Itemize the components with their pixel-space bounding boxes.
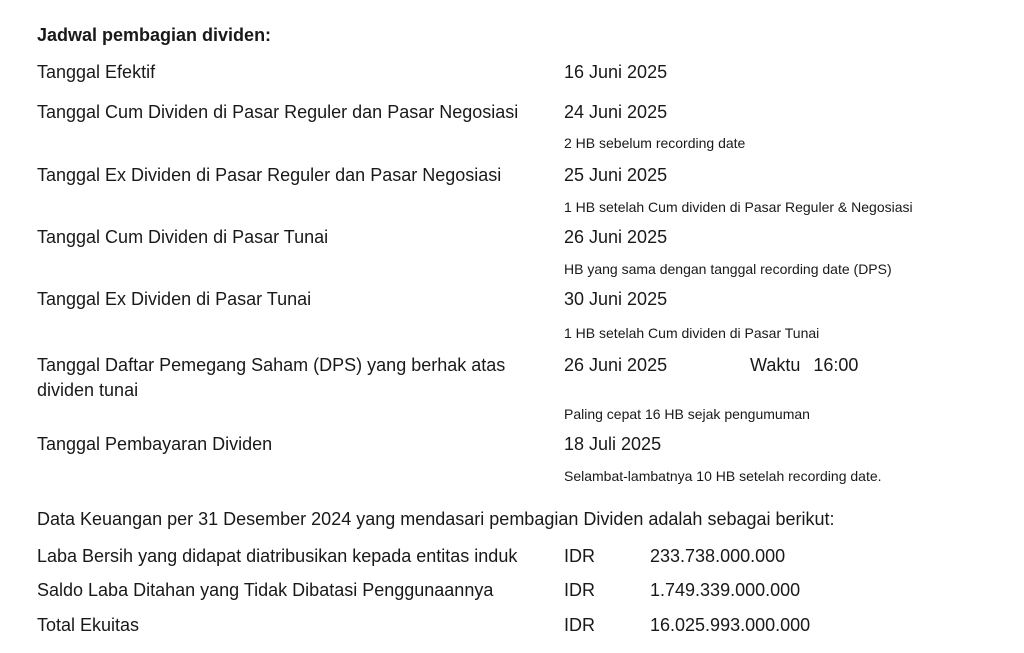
financial-row-retained-earnings bbox=[37, 578, 987, 603]
schedule-row-ex-dividend-cash bbox=[37, 287, 987, 312]
schedule-note: Paling cepat 16 HB sejak pengumuman bbox=[564, 406, 810, 422]
schedule-label: Tanggal Efektif bbox=[37, 62, 156, 82]
schedule-label: Tanggal Ex Dividen di Pasar Tunai bbox=[37, 289, 312, 309]
currency-code: IDR bbox=[564, 546, 595, 566]
schedule-note: 2 HB sebelum recording date bbox=[564, 135, 746, 151]
financial-data-heading: Data Keuangan per 31 Desember 2024 yang mendasari pembagian Dividen adalah sebagai berikut: bbox=[37, 509, 835, 529]
schedule-date-group bbox=[564, 353, 987, 378]
currency-code: IDR bbox=[564, 615, 595, 635]
financial-row-net-profit bbox=[37, 544, 987, 569]
time-label: Waktu bbox=[750, 355, 801, 375]
schedule-row-ex-dividend-regular bbox=[37, 163, 987, 188]
schedule-note: HB yang sama dengan tanggal recording date (DPS) bbox=[564, 261, 892, 277]
financial-label: Total Ekuitas bbox=[37, 615, 140, 635]
schedule-row-cum-dividend-cash bbox=[37, 225, 987, 250]
schedule-date: 30 Juni 2025 bbox=[564, 289, 668, 309]
financial-row-total-equity bbox=[37, 613, 987, 638]
schedule-label: Tanggal Daftar Pemegang Saham (DPS) yang berhak atas dividen tunai bbox=[37, 355, 506, 400]
schedule-row-effective-date bbox=[37, 60, 987, 85]
document-title: Jadwal pembagian dividen: bbox=[37, 25, 272, 45]
schedule-label: Tanggal Cum Dividen di Pasar Tunai bbox=[37, 227, 329, 247]
schedule-row-payment-date bbox=[37, 432, 987, 457]
schedule-note: Selambat-lambatnya 10 HB setelah recording date. bbox=[564, 468, 882, 484]
financial-label: Laba Bersih yang didapat diatribusikan kepada entitas induk bbox=[37, 546, 518, 566]
currency-code: IDR bbox=[564, 580, 595, 600]
schedule-date: 26 Juni 2025 bbox=[564, 227, 668, 247]
schedule-date: 16 Juni 2025 bbox=[564, 62, 668, 82]
financial-amount: 233.738.000.000 bbox=[650, 546, 786, 566]
schedule-date: 24 Juni 2025 bbox=[564, 102, 668, 122]
schedule-row-cum-dividend-regular bbox=[37, 100, 987, 125]
schedule-date: 26 Juni 2025 bbox=[564, 355, 668, 375]
schedule-label: Tanggal Cum Dividen di Pasar Reguler dan Pasar Negosiasi bbox=[37, 102, 519, 122]
schedule-date: 25 Juni 2025 bbox=[564, 165, 668, 185]
financial-amount: 1.749.339.000.000 bbox=[650, 580, 801, 600]
schedule-row-record-date bbox=[37, 353, 987, 403]
financial-label: Saldo Laba Ditahan yang Tidak Dibatasi Penggunaannya bbox=[37, 580, 494, 600]
financial-amount: 16.025.993.000.000 bbox=[650, 615, 811, 635]
schedule-label: Tanggal Pembayaran Dividen bbox=[37, 434, 273, 454]
time-value: 16:00 bbox=[813, 355, 859, 375]
schedule-label: Tanggal Ex Dividen di Pasar Reguler dan Pasar Negosiasi bbox=[37, 165, 502, 185]
schedule-date: 18 Juli 2025 bbox=[564, 434, 662, 454]
schedule-note: 1 HB setelah Cum dividen di Pasar Tunai bbox=[564, 325, 820, 341]
schedule-note: 1 HB setelah Cum dividen di Pasar Reguler & Negosiasi bbox=[564, 199, 913, 215]
